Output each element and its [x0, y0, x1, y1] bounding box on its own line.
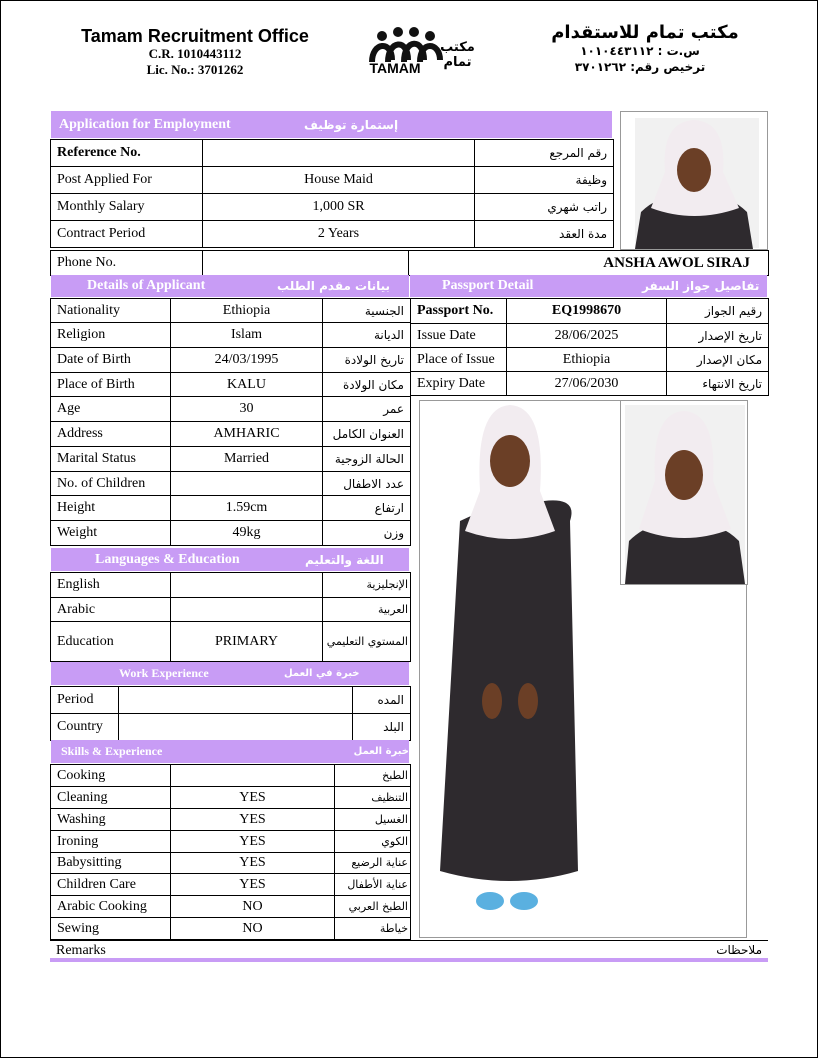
languages-value: PRIMARY	[171, 622, 323, 662]
languages-value	[171, 573, 323, 598]
applicant-title-ar: بيانات مقدم الطلب	[277, 279, 391, 293]
application-label: Reference No.	[51, 140, 203, 167]
skills-value: YES	[171, 809, 335, 831]
languages-band	[51, 548, 409, 571]
cr-number-ar: س.ت : ١٠١٠٤٤٣١١٢	[580, 44, 700, 58]
cr-number-en: C.R. 1010443112	[148, 46, 242, 61]
applicant-label: Address	[51, 422, 171, 447]
applicant-label-ar: الحالة الزوجية	[323, 447, 411, 472]
applicant-label: Nationality	[51, 299, 171, 323]
applicant-label: Religion	[51, 323, 171, 348]
skills-label: Cooking	[51, 765, 171, 787]
applicant-label: Date of Birth	[51, 348, 171, 373]
applicant-row	[51, 299, 411, 323]
applicant-label-ar: العنوان الكامل	[323, 422, 411, 447]
passport-label: Passport No.	[411, 299, 507, 324]
passport-value: 27/06/2030	[507, 372, 667, 396]
applicant-label-ar: الجنسية	[323, 299, 411, 323]
work-row	[51, 687, 411, 714]
languages-table	[50, 572, 411, 662]
applicant-row	[51, 447, 411, 472]
skills-title-ar: خبرة العمل	[353, 746, 409, 757]
application-label: Contract Period	[51, 221, 203, 248]
applicant-band	[51, 275, 409, 297]
skills-row	[51, 787, 411, 809]
passport-band	[410, 275, 767, 297]
applicant-face-photo-small	[620, 400, 748, 585]
phone-label: Phone No.	[51, 251, 203, 276]
application-row	[51, 167, 614, 194]
passport-label: Expiry Date	[411, 372, 507, 396]
applicant-value: 30	[171, 397, 323, 422]
applicant-value: Ethiopia	[171, 299, 323, 323]
skills-label: Sewing	[51, 918, 171, 940]
languages-title-ar: اللغة والتعليم	[305, 552, 384, 567]
applicant-label-ar: الديانة	[323, 323, 411, 348]
application-label-ar: مدة العقد	[475, 221, 614, 248]
skills-label: Arabic Cooking	[51, 896, 171, 918]
passport-title-ar: تفاصيل جواز السفر	[642, 279, 760, 293]
applicant-label-ar: تاريخ الولادة	[323, 348, 411, 373]
passport-row	[411, 324, 769, 348]
passport-label: Place of Issue	[411, 348, 507, 372]
passport-label-ar: مكان الإصدار	[667, 348, 769, 372]
skills-table	[50, 764, 411, 940]
applicant-label-ar: عمر	[323, 397, 411, 422]
languages-label-ar: العربية	[323, 598, 411, 622]
logo-word: TAMAM	[369, 60, 421, 76]
work-value	[119, 714, 353, 741]
applicant-label: Marital Status	[51, 447, 171, 472]
passport-label: Issue Date	[411, 324, 507, 348]
languages-label-ar: الإنجليزية	[323, 573, 411, 598]
skills-label: Washing	[51, 809, 171, 831]
passport-value: Ethiopia	[507, 348, 667, 372]
skills-row	[51, 918, 411, 940]
work-title-ar: خبرة في العمل	[284, 668, 360, 679]
application-title-ar: إستمارة توظيف	[304, 117, 399, 132]
application-band	[51, 111, 612, 138]
skills-label-ar: خياطة	[335, 918, 411, 940]
work-label: Period	[51, 687, 119, 714]
application-table	[50, 139, 614, 248]
applicant-row	[51, 348, 411, 373]
languages-label: Arabic	[51, 598, 171, 622]
application-title-en: Application for Employment	[59, 116, 231, 132]
application-value	[203, 140, 475, 167]
skills-value: YES	[171, 874, 335, 896]
applicant-face-photo-top	[620, 111, 768, 250]
applicant-row	[51, 323, 411, 348]
passport-value: 28/06/2025	[507, 324, 667, 348]
languages-label: English	[51, 573, 171, 598]
license-number-ar: ترخيص رقم: ٣٧٠١٢٦٢	[574, 60, 706, 74]
skills-row	[51, 853, 411, 874]
applicant-row	[51, 472, 411, 496]
application-value: 1,000 SR	[203, 194, 475, 221]
application-label: Monthly Salary	[51, 194, 203, 221]
application-label-ar: وظيفة	[475, 167, 614, 194]
skills-label: Babysitting	[51, 853, 171, 874]
applicant-label: Place of Birth	[51, 373, 171, 397]
applicant-label: No. of Children	[51, 472, 171, 496]
work-band	[51, 662, 409, 685]
applicant-value: 1.59cm	[171, 496, 323, 521]
application-value: 2 Years	[203, 221, 475, 248]
applicant-value: Islam	[171, 323, 323, 348]
passport-value: EQ1998670	[507, 299, 667, 324]
passport-title-en: Passport Detail	[442, 278, 534, 293]
applicant-label-ar: مكان الولادة	[323, 373, 411, 397]
applicant-value: 49kg	[171, 521, 323, 546]
languages-label: Education	[51, 622, 171, 662]
passport-table	[410, 298, 769, 396]
office-name-en: Tamam Recruitment Office	[81, 26, 309, 46]
applicant-value: Married	[171, 447, 323, 472]
skills-value: YES	[171, 831, 335, 853]
applicant-row	[51, 422, 411, 447]
phone-table	[50, 250, 769, 276]
applicant-value: AMHARIC	[171, 422, 323, 447]
application-row	[51, 194, 614, 221]
languages-row	[51, 573, 411, 598]
applicant-label-ar: عدد الاطفال	[323, 472, 411, 496]
application-label-ar: رقم المرجع	[475, 140, 614, 167]
application-value: House Maid	[203, 167, 475, 194]
skills-row	[51, 765, 411, 787]
skills-row	[51, 809, 411, 831]
skills-label-ar: عناية الأطفال	[335, 874, 411, 896]
skills-label-ar: الطبخ العربي	[335, 896, 411, 918]
skills-label-ar: عناية الرضيع	[335, 853, 411, 874]
application-label: Post Applied For	[51, 167, 203, 194]
skills-value	[171, 765, 335, 787]
logo-arabic: مكتب تمام	[440, 40, 475, 70]
applicant-value: KALU	[171, 373, 323, 397]
phone-value	[203, 251, 409, 276]
skills-value: YES	[171, 787, 335, 809]
skills-title-en: Skills & Experience	[61, 744, 163, 758]
skills-label-ar: الطبخ	[335, 765, 411, 787]
skills-label-ar: الغسيل	[335, 809, 411, 831]
work-value	[119, 687, 353, 714]
skills-band	[51, 740, 409, 763]
applicant-row	[51, 496, 411, 521]
application-row	[51, 140, 614, 167]
applicant-row	[51, 373, 411, 397]
skills-value: YES	[171, 853, 335, 874]
passport-row	[411, 348, 769, 372]
applicant-label: Height	[51, 496, 171, 521]
applicant-name: ANSHA AWOL SIRAJ	[409, 251, 769, 276]
passport-label-ar: تاريخ الانتهاء	[667, 372, 769, 396]
skills-value: NO	[171, 896, 335, 918]
application-row	[51, 221, 614, 248]
license-number-en: Lic. No.: 3701262	[146, 62, 244, 77]
applicant-label: Age	[51, 397, 171, 422]
skills-row	[51, 896, 411, 918]
skills-row	[51, 874, 411, 896]
applicant-value: 24/03/1995	[171, 348, 323, 373]
languages-row	[51, 622, 411, 662]
applicant-table	[50, 298, 411, 546]
skills-label: Children Care	[51, 874, 171, 896]
application-label-ar: راتب شهري	[475, 194, 614, 221]
applicant-label: Weight	[51, 521, 171, 546]
applicant-value	[171, 472, 323, 496]
work-label-ar: المده	[353, 687, 411, 714]
skills-label: Ironing	[51, 831, 171, 853]
skills-label-ar: التنظيف	[335, 787, 411, 809]
office-name-ar: مكتب تمام للاستقدام	[551, 22, 739, 43]
passport-label-ar: رقيم الجواز	[667, 299, 769, 324]
work-label: Country	[51, 714, 119, 741]
work-row	[51, 714, 411, 741]
passport-label-ar: تاريخ الإصدار	[667, 324, 769, 348]
languages-value	[171, 598, 323, 622]
passport-row	[411, 299, 769, 324]
remarks-row	[50, 940, 768, 962]
remarks-label-ar: ملاحظات	[716, 943, 762, 957]
languages-row	[51, 598, 411, 622]
work-title-en: Work Experience	[119, 666, 209, 680]
applicant-title-en: Details of Applicant	[87, 278, 206, 293]
applicant-row	[51, 397, 411, 422]
skills-label-ar: الكوي	[335, 831, 411, 853]
skills-value: NO	[171, 918, 335, 940]
skills-row	[51, 831, 411, 853]
applicant-row	[51, 521, 411, 546]
skills-label: Cleaning	[51, 787, 171, 809]
applicant-label-ar: ارتفاع	[323, 496, 411, 521]
work-table	[50, 686, 411, 741]
languages-label-ar: المستوي التعليمي	[323, 622, 411, 662]
remarks-label: Remarks	[56, 943, 106, 958]
applicant-label-ar: وزن	[323, 521, 411, 546]
languages-title-en: Languages & Education	[95, 551, 240, 567]
work-label-ar: البلد	[353, 714, 411, 741]
passport-row	[411, 372, 769, 396]
